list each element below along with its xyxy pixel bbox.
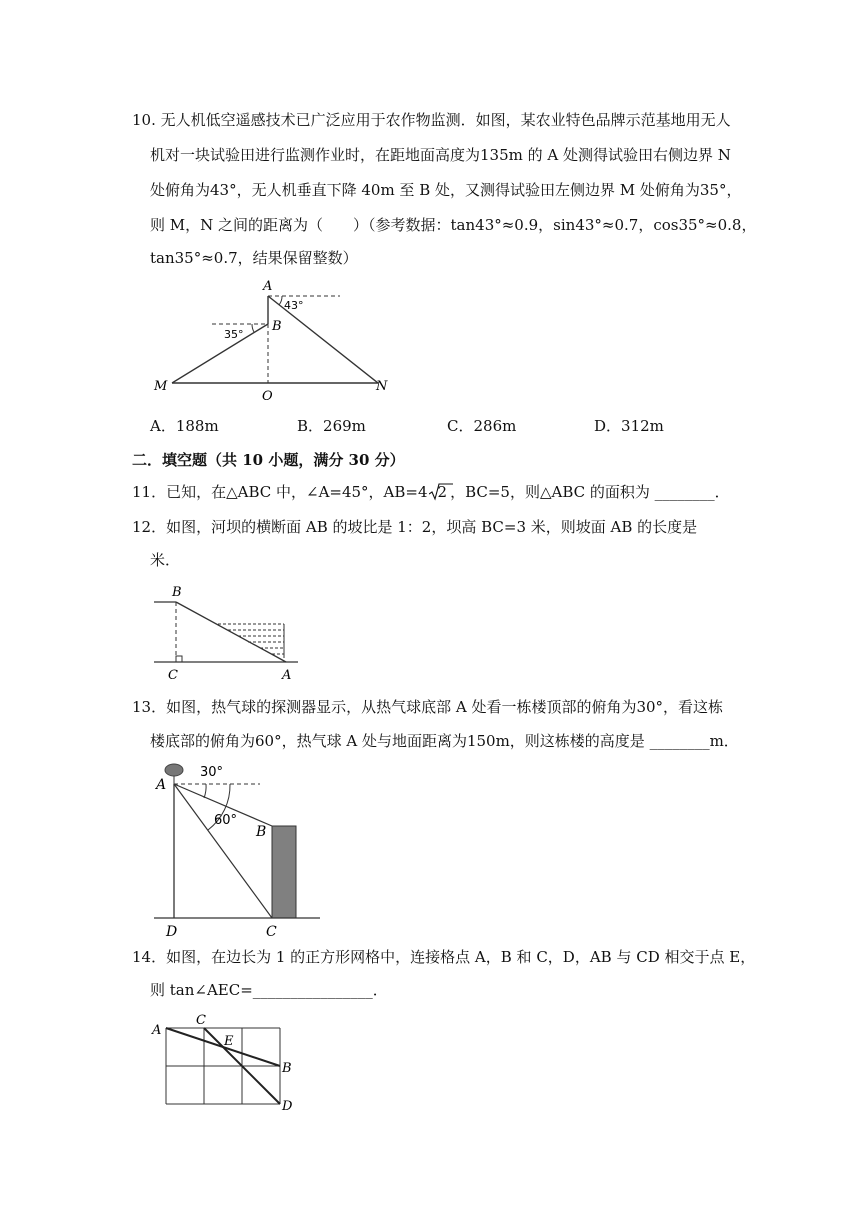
q13-line2: 楼底部的俯角为60°，热气球 A 处与地面距离为150m，则这栋楼的高度是 ________m． [150,732,739,750]
sqrt-symbol [429,482,451,502]
q10-option-a: A．188m [150,417,219,435]
q13-line1: 13．如图，热气球的探测器显示，从热气球底部 A 处看一栋楼顶部的俯角为30°，看这栋 [132,698,724,716]
q10-label-m: M [154,379,168,394]
q13-figure [148,758,323,940]
q10-option-b: B．269m [297,417,366,435]
q13-label-b: B [256,824,267,840]
q10-line2: 机对一块试验田进行监测作业时，在距地面高度为135m 的 A 处测得试验田右侧边界 N [150,146,731,164]
q13-label-a: A [156,777,167,793]
q13-label-c: C [266,924,277,940]
q11-suffix: ，BC=5，则△ABC 的面积为 ________． [450,483,730,501]
q11-line [132,482,730,502]
q14-line2: 则 tan∠AEC=________________． [150,981,388,999]
q12-label-a: A [282,668,292,682]
q10-label-o: O [262,389,273,403]
q10-option-c: C．286m [447,417,517,435]
q14-label-b: B [282,1061,292,1076]
q10-figure [140,278,400,403]
q14-label-e: E [224,1034,234,1049]
q10-option-d: D．312m [594,417,664,435]
q12-label-c: C [168,668,178,682]
q13-label-d: D [166,924,178,940]
q13-angle-60: 60° [214,813,238,828]
q10-label-b: B [272,319,282,334]
q12-line2: 米． [150,551,181,569]
q10-line1: 10. 无人机低空遥感技术已广泛应用于农作物监测．如图，某农业特色品牌示范基地用无人 [132,111,731,129]
q12-figure [148,582,298,682]
section-fill-in-header: 二．填空题（共 10 小题，满分 30 分） [132,451,405,469]
q13-angle-30: 30° [200,765,224,780]
q10-label-a: A [263,279,273,294]
q12-line1: 12．如图，河坝的横断面 AB 的坡比是 1：2，坝高 BC=3 米，则坡面 AB 的长度是 [132,518,698,536]
q14-figure [148,1010,308,1118]
q14-label-d: D [282,1099,293,1114]
q10-angle-43: 43° [284,299,304,312]
q14-label-a: A [152,1023,162,1038]
q14-label-c: C [196,1013,206,1028]
q10-line4: 则 M，N 之间的距离为（ ）（参考数据：tan43°≈0.9，sin43°≈0.7，cos35°≈0.8， [150,216,757,234]
q14-line1: 14．如图，在边长为 1 的正方形网格中，连接格点 A，B 和 C，D，AB 与 CD 相交于点 E， [132,948,756,966]
q11-prefix: 11．已知，在△ABC 中，∠A=45°，AB=4 [132,483,428,501]
q10-label-n: N [376,379,388,394]
q10-line3: 处俯角为43°，无人机垂直下降 40m 至 B 处，又测得试验田左侧边界 M 处俯角为35°， [150,181,742,199]
q10-angle-35: 35° [224,328,244,341]
q12-label-b: B [172,585,182,600]
q11-sqrt-value: 2 [437,483,448,501]
q10-line5: tan35°≈0.7，结果保留整数） [150,249,358,267]
